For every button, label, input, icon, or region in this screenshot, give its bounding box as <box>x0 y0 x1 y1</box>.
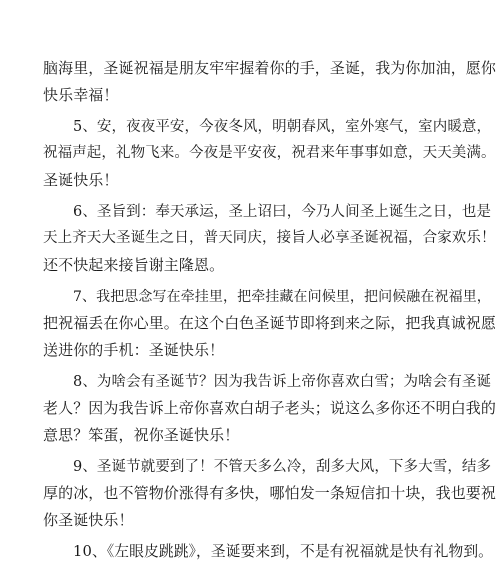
paragraph-line: 厚的冰，也不管物价涨得有多快，哪怕发一条短信扣十块，我也要祝 <box>43 484 497 503</box>
paragraph-line: 把祝福丢在你心里。在这个白色圣诞节即将到来之际，把我真诚祝愿 <box>43 314 497 333</box>
paragraph-line: 还不快起来接旨谢主隆恩。 <box>43 255 225 274</box>
paragraph-line: 9、圣诞节就要到了！不管天多么冷，刮多大风，下多大雪，结多 <box>73 458 492 475</box>
paragraph-line: 快乐幸福！ <box>43 85 119 104</box>
paragraph-line: 8、为啥会有圣诞节？因为我告诉上帝你喜欢白雪；为啥会有圣诞 <box>73 373 492 390</box>
paragraph-line: 7、我把思念写在牵挂里，把牵挂藏在问候里，把问候融在祝福里， <box>73 288 491 305</box>
paragraph-line: 天上齐天大圣诞生之日，普天同庆，接旨人必享圣诞祝福，合家欢乐！ <box>43 230 496 247</box>
paragraph-line: 圣诞快乐！ <box>43 170 119 189</box>
paragraph-line: 脑海里，圣诞祝福是朋友牢牢握着你的手，圣诞，我为你加油，愿你 <box>43 59 497 77</box>
paragraph-line: 送进你的手机：圣诞快乐！ <box>43 340 225 359</box>
paragraph-line: 意思？笨蛋，祝你圣诞快乐！ <box>43 425 240 444</box>
paragraph-line: 10、《左眼皮跳跳》，圣诞要来到，不是有祝福就是快有礼物到。 <box>73 543 494 560</box>
paragraph-line: 5、安，夜夜平安，今夜冬风，明朝春风，室外寒气，室内暖意， <box>73 118 492 135</box>
paragraph-line: 6、圣旨到：奉天承运，圣上诏曰，今乃人间圣上诞生之日，也是 <box>73 203 492 220</box>
paragraph-line: 老人？因为我告诉上帝你喜欢白胡子老头；说这么多你还不明白我的 <box>43 399 497 418</box>
paragraph-line: 你圣诞快乐！ <box>43 510 134 529</box>
paragraph-line: 祝福声起，礼物飞来。今夜是平安夜，祝君来年事事如意，天天美满。 <box>43 145 496 162</box>
